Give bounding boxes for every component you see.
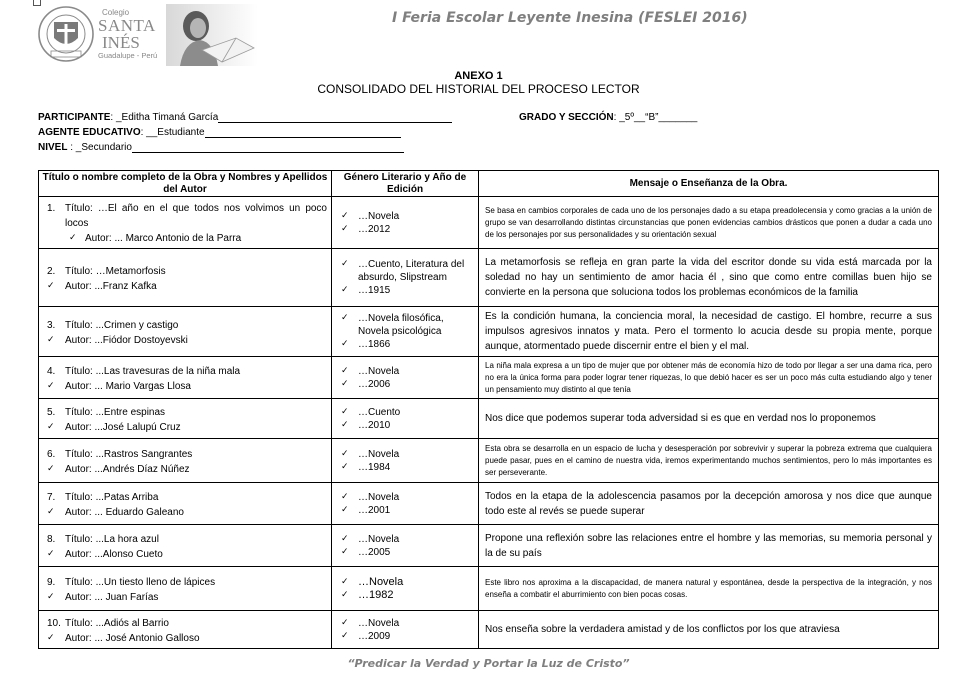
footer-motto: “Predicar la Verdad y Portar la Luz de Cristo” — [347, 657, 630, 670]
genero-value: …Novela filosófica, Novela psicológica — [358, 313, 444, 337]
anio-value: …1866 — [358, 339, 391, 350]
checkmark-icon: ✓ — [47, 380, 55, 391]
obra-titulo: Título: ...La hora azul — [65, 533, 159, 545]
anio-value: …2001 — [358, 504, 391, 516]
table-row — [39, 525, 939, 567]
table-header-row — [39, 171, 939, 197]
obra-cell — [39, 399, 332, 439]
genero-cell — [332, 249, 479, 307]
row-number: 8. — [47, 533, 56, 545]
obra-titulo: Título: ...Un tiesto lleno de lápices — [65, 576, 216, 588]
obra-titulo: Título: ...Adiós al Barrio — [65, 617, 169, 629]
row-number: 3. — [47, 319, 56, 331]
obra-cell — [39, 357, 332, 399]
mensaje-cell: Se basa en cambios corporales de cada uno de los personajes dado a su etapa preadolecensia y como gracias a la unión de grupo se van desarrollando distintas circunstancias que ponen evidencias cambios drásticos que ponen a dudar a cada uno de los personajes por sus personalidades y su orientación sexual — [479, 197, 939, 249]
anio-value: …1984 — [358, 461, 391, 473]
obra-cell — [39, 525, 332, 567]
mensaje-cell: La metamorfosis se refleja en gran parte la vida del escritor donde su vida está marcada por la soledad no hay un sentimiento de amor hacia él , sino que como entre comillas buen hijo se convierte en la persona que soluciona todos los problemas económicos de la familia — [479, 249, 939, 307]
obra-titulo: Título: ...Patas Arriba — [65, 491, 159, 503]
checkmark-icon: ✓ — [341, 419, 349, 430]
genero-value: …Novela — [358, 491, 400, 503]
grado-value: : _5º__“B”_______ — [613, 112, 698, 123]
row-number: 4. — [47, 365, 56, 377]
row-number: 9. — [47, 576, 56, 588]
genero-cell — [332, 439, 479, 483]
header-mensaje: Mensaje o Enseñanza de la Obra. — [479, 171, 939, 197]
obra-titulo: Título: ...Rastros Sangrantes — [65, 448, 193, 460]
obra-autor: Autor: ...Andrés Díaz Núñez — [65, 463, 190, 475]
annex-label: ANEXO 1 — [454, 70, 503, 82]
genero-cell — [332, 483, 479, 525]
checkmark-icon: ✓ — [341, 504, 349, 515]
checkmark-icon: ✓ — [341, 546, 349, 557]
genero-value: …Novela — [358, 617, 400, 629]
obra-titulo: Título: …Metamorfosis — [65, 265, 166, 277]
row-number: 1. — [47, 203, 56, 214]
nivel-underline — [132, 142, 404, 153]
grado-field — [519, 112, 697, 123]
table-row — [39, 483, 939, 525]
checkmark-icon: ✓ — [341, 589, 349, 600]
table-row — [39, 567, 939, 611]
mensaje-cell: Esta obra se desarrolla en un espacio de lucha y desesperación por sobrevivir y superar la pobreza extrema que cualquiera puede pasar, pues en el camino de nuestra vida, iremos experimentando muchos sentimientos, pero lo más importantes es ser perseverante. — [479, 439, 939, 483]
obra-autor: Autor: ... Mario Vargas Llosa — [65, 380, 191, 392]
row-number: 2. — [47, 265, 56, 277]
genero-value: …Novela — [358, 210, 400, 222]
checkmark-icon: ✓ — [47, 421, 55, 432]
nivel-value: : _Secundario — [67, 142, 132, 153]
table-row — [39, 249, 939, 307]
school-logo-text — [98, 9, 158, 60]
checkmark-icon: ✓ — [47, 591, 55, 602]
checkmark-icon: ✓ — [341, 210, 349, 221]
genero-value: …Cuento — [358, 406, 401, 418]
obra-titulo: Título: …El año en el que todos nos volvimos un poco locos — [65, 203, 327, 229]
checkmark-icon: ✓ — [47, 334, 55, 345]
mensaje-cell: Propone una reflexión sobre las relaciones entre el hombre y las memorias, su memoria personal y la de su país — [479, 525, 939, 567]
mensaje-cell: Todos en la etapa de la adolescencia pasamos por la decepción amorosa y nos dice que aunque todo este al revés se puede superar — [479, 483, 939, 525]
checkmark-icon: ✓ — [341, 448, 349, 459]
checkmark-icon: ✓ — [341, 285, 349, 295]
nivel-label: NIVEL — [38, 142, 68, 153]
genero-cell — [332, 399, 479, 439]
row-number: 5. — [47, 406, 56, 418]
grado-label: GRADO Y SECCIÓN — [519, 112, 614, 123]
genero-value: …Cuento, Literatura del absurdo, Slipstream — [358, 259, 465, 283]
reading-history-table — [38, 170, 939, 649]
obra-autor: Autor: ...Fiódor Dostoyevski — [65, 334, 188, 346]
checkmark-icon: ✓ — [341, 365, 349, 376]
agente-label: AGENTE EDUCATIVO — [38, 127, 141, 138]
checkmark-icon: ✓ — [341, 576, 349, 587]
genero-value: …Novela — [358, 365, 400, 377]
row-number: 6. — [47, 448, 56, 460]
checkmark-icon: ✓ — [47, 280, 55, 291]
checkmark-icon: ✓ — [341, 533, 349, 544]
checkmark-icon: ✓ — [341, 491, 349, 502]
header-title: I Feria Escolar Leyente Inesina (FESLEI 2016) — [392, 10, 748, 26]
checkmark-icon: ✓ — [341, 617, 349, 628]
school-small-label: Colegio — [102, 8, 130, 17]
genero-cell — [332, 307, 479, 357]
genero-cell — [332, 567, 479, 611]
anio-value: …1982 — [358, 588, 394, 601]
school-name-line-1: SANTA — [98, 16, 156, 35]
obra-autor: Autor: ...Franz Kafka — [65, 280, 157, 292]
school-seal-icon — [37, 5, 95, 63]
genero-value: …Novela — [358, 533, 400, 545]
checkmark-icon: ✓ — [69, 233, 77, 243]
table-row — [39, 611, 939, 649]
table-row — [39, 439, 939, 483]
obra-titulo: Título: ...Crimen y castigo — [65, 319, 179, 331]
participante-label: PARTICIPANTE — [38, 112, 111, 123]
checkmark-icon: ✓ — [47, 463, 55, 474]
participante-field — [38, 112, 452, 123]
reading-girl-image — [166, 4, 258, 66]
obra-cell — [39, 197, 332, 249]
anio-value: …2006 — [358, 378, 391, 390]
obra-cell — [39, 567, 332, 611]
annex-subtitle: CONSOLIDADO DEL HISTORIAL DEL PROCESO LECTOR — [317, 82, 640, 96]
checkmark-icon: ✓ — [341, 406, 349, 417]
genero-cell — [332, 611, 479, 649]
genero-value: …Novela — [358, 448, 400, 460]
row-number: 10. — [47, 617, 61, 629]
mensaje-cell: La niña mala expresa a un tipo de mujer que por obtener más de economía hizo de todo por llegar a ser una dama rica, pero no era la única forma para poder lograr tener riquezas, lo que debió hacer es ser un poco más culta estudiando algo y tener un pensamiento muy distinto al que tenía — [479, 357, 939, 399]
genero-cell — [332, 197, 479, 249]
mensaje-cell: Nos enseña sobre la verdadera amistad y de los conflictos por los que atraviesa — [479, 611, 939, 649]
school-name-line-2: INÉS — [102, 33, 140, 52]
obra-autor: Autor: ... Eduardo Galeano — [65, 506, 184, 518]
checkmark-icon: ✓ — [341, 313, 349, 323]
obra-autor: Autor: ... Marco Antonio de la Parra — [85, 233, 242, 244]
mensaje-cell: Este libro nos aproxima a la discapacidad, de manera natural y espontánea, desde la perspectiva de la integración, y nos enseña a combatir el aburrimiento con bien pocas cosas. — [479, 567, 939, 611]
checkmark-icon: ✓ — [341, 259, 349, 269]
anio-value: …1915 — [358, 285, 391, 296]
obra-cell — [39, 611, 332, 649]
agente-field — [38, 127, 401, 138]
obra-cell — [39, 307, 332, 357]
anio-value: …2012 — [358, 223, 391, 235]
genero-cell — [332, 357, 479, 399]
genero-value: …Novela — [358, 575, 404, 588]
obra-cell — [39, 483, 332, 525]
mensaje-cell: Es la condición humana, la conciencia moral, la necesidad de castigo. El hombre, recurre a sus impulsos agresivos innatos y mata. Pero el tormento lo acucia desde su propia mente, porque aunque, atormentado puede discernir entre el bien y el mal. — [479, 307, 939, 357]
genero-cell — [332, 525, 479, 567]
checkmark-icon: ✓ — [47, 548, 55, 559]
anio-value: …2005 — [358, 546, 391, 558]
checkmark-icon: ✓ — [341, 223, 349, 234]
header-obra: Título o nombre completo de la Obra y Nombres y Apellidos del Autor — [39, 171, 332, 197]
table-row — [39, 307, 939, 357]
obra-autor: Autor: ...Alonso Cueto — [65, 548, 163, 560]
anio-value: …2010 — [358, 419, 391, 431]
header-genero: Género Literario y Año de Edición — [332, 171, 479, 197]
checkmark-icon: ✓ — [341, 378, 349, 389]
nivel-field — [38, 142, 404, 153]
checkmark-icon: ✓ — [341, 461, 349, 472]
school-location: Guadalupe - Perú — [98, 51, 158, 60]
checkmark-icon: ✓ — [47, 632, 55, 643]
obra-autor: Autor: ...José Lalupú Cruz — [65, 421, 181, 433]
mensaje-cell: Nos dice que podemos superar toda adversidad si es que en verdad nos lo proponemos — [479, 399, 939, 439]
obra-titulo: Título: ...Las travesuras de la niña mala — [65, 365, 241, 377]
row-number: 7. — [47, 491, 56, 503]
participante-value: : _Editha Timaná García — [110, 112, 219, 123]
obra-titulo: Título: ...Entre espinas — [65, 406, 166, 418]
checkmark-icon: ✓ — [341, 339, 349, 349]
participante-underline — [218, 112, 452, 123]
agente-value: : __Estudiante — [140, 127, 205, 138]
table-row — [39, 197, 939, 249]
obra-autor: Autor: ... Juan Farías — [65, 591, 159, 603]
checkmark-icon: ✓ — [341, 630, 349, 641]
anio-value: …2009 — [358, 630, 391, 642]
obra-cell — [39, 439, 332, 483]
checkmark-icon: ✓ — [47, 506, 55, 517]
obra-cell — [39, 249, 332, 307]
table-row — [39, 357, 939, 399]
agente-underline — [205, 127, 401, 138]
table-row — [39, 399, 939, 439]
obra-autor: Autor: ... José Antonio Galloso — [65, 632, 200, 644]
